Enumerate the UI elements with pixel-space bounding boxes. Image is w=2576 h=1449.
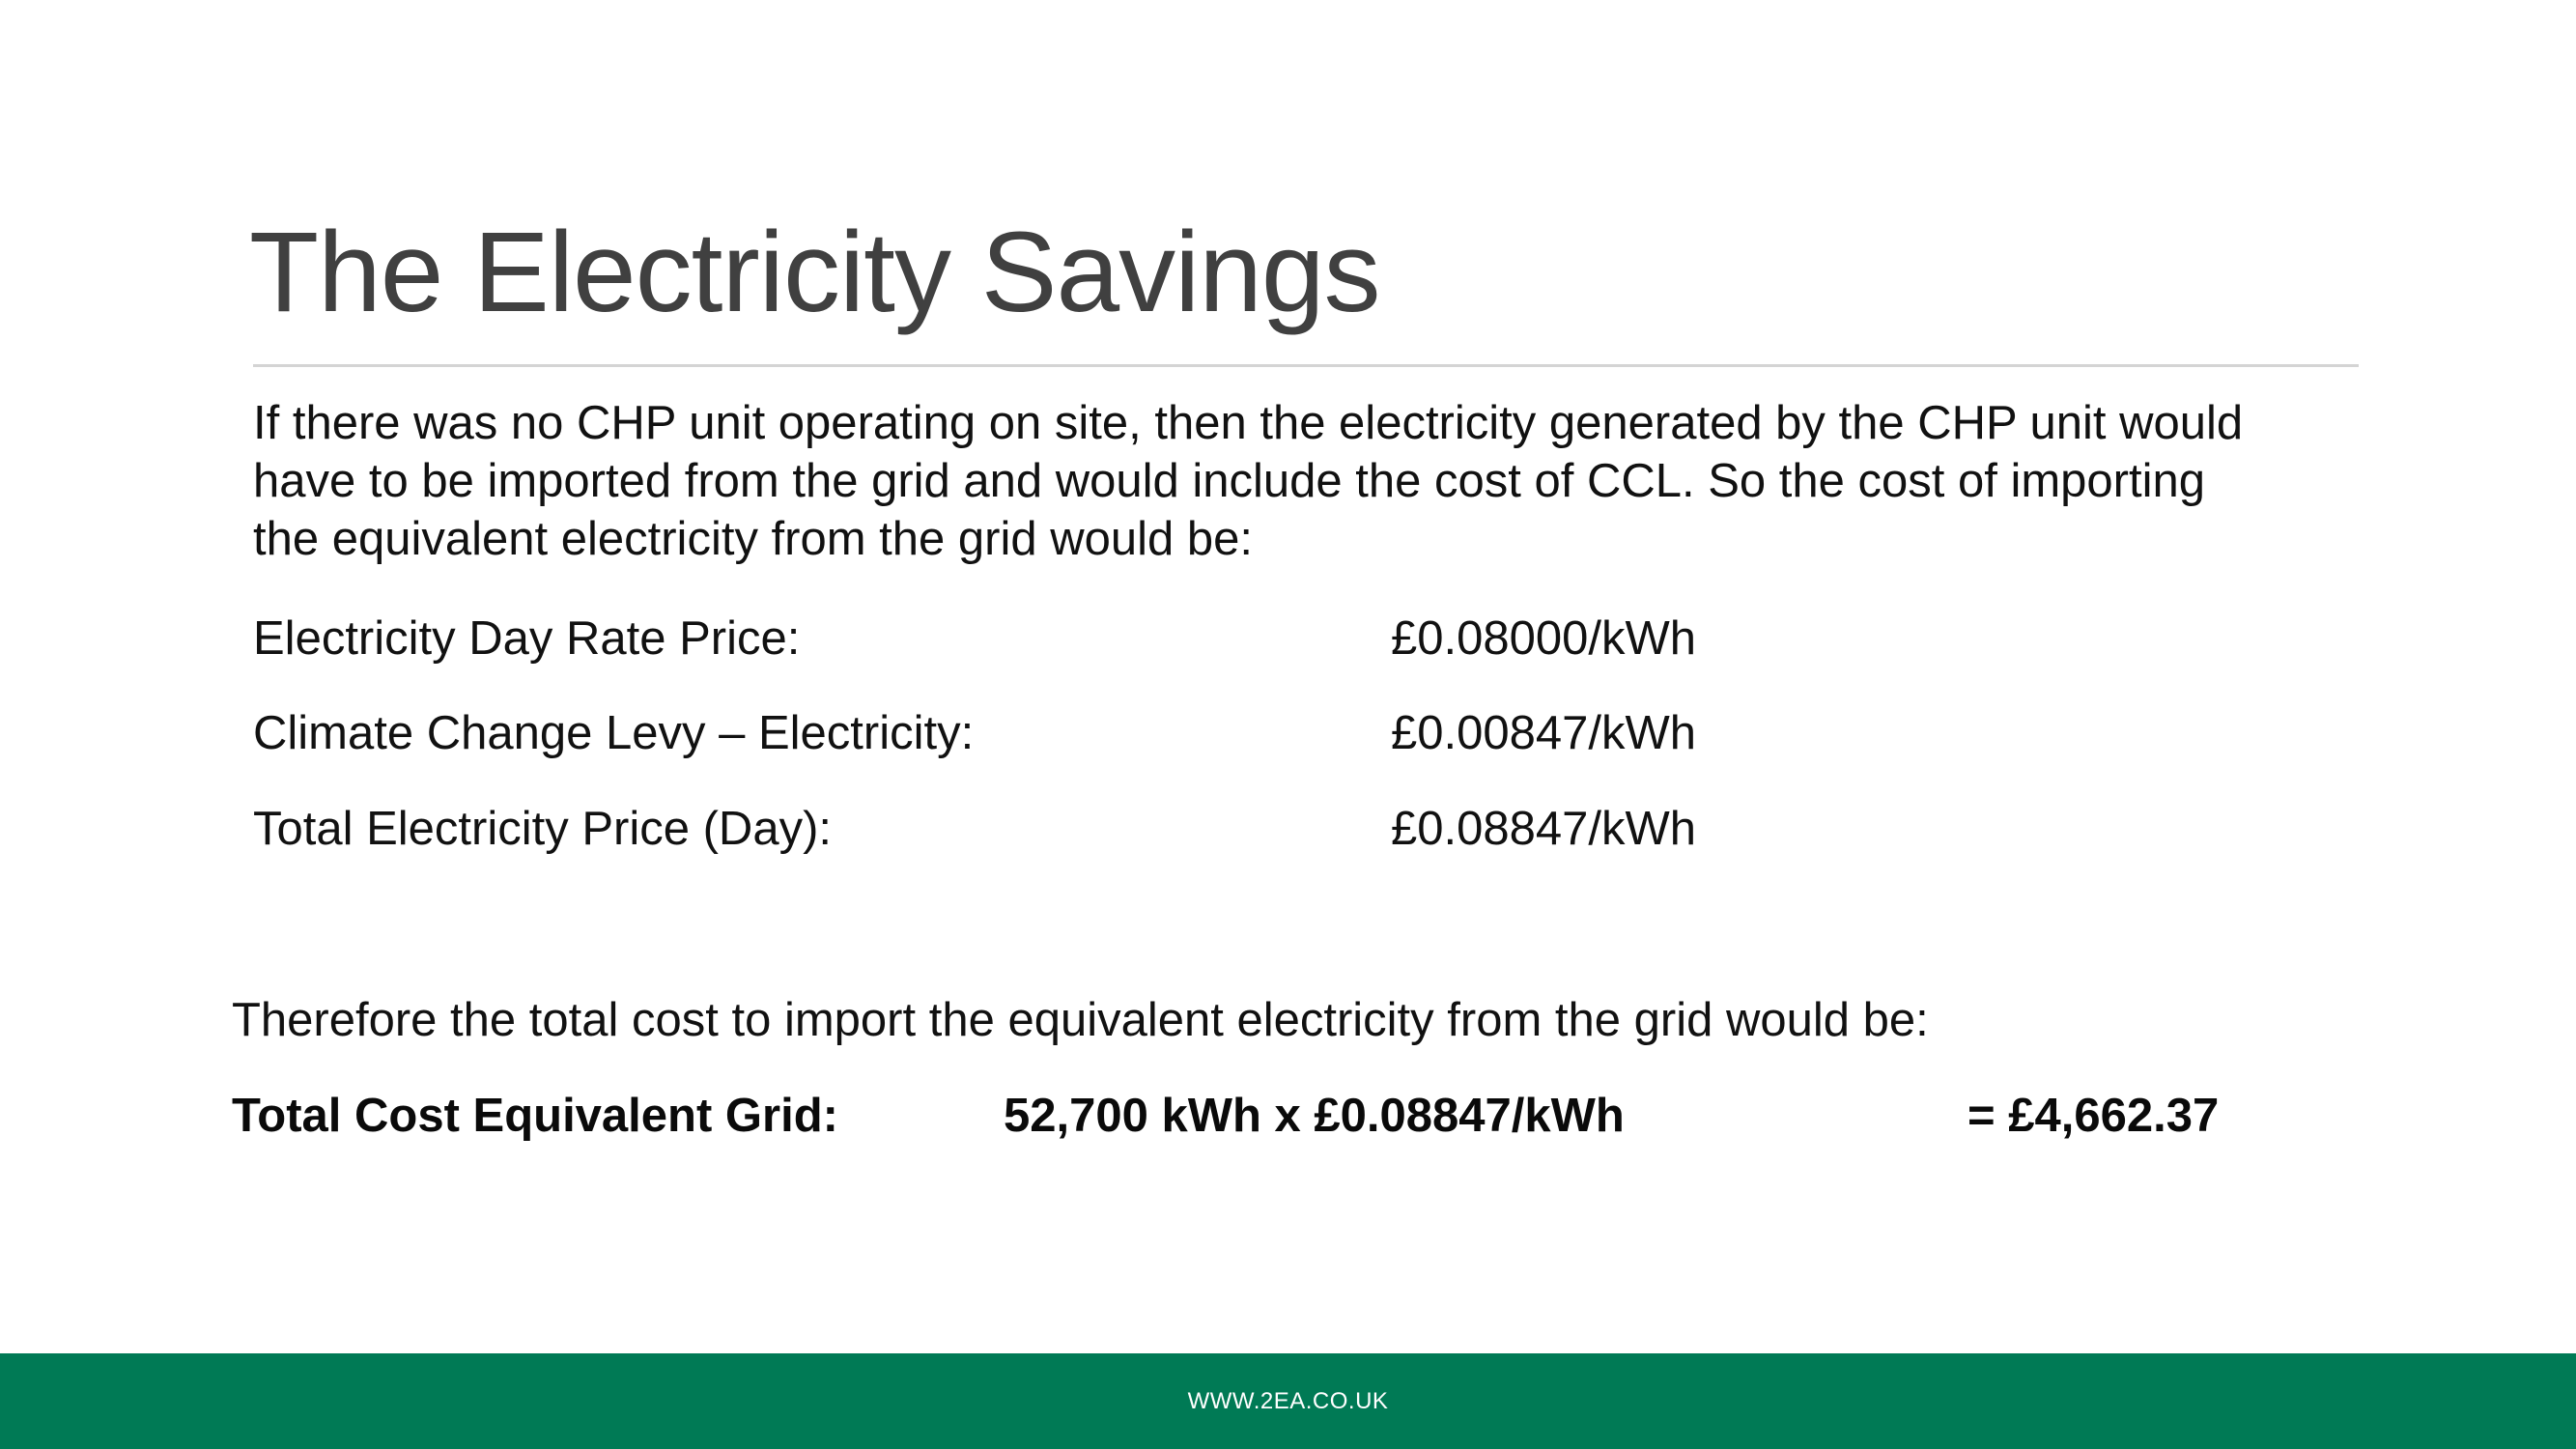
rate-value: £0.08000/kWh: [1391, 612, 1696, 665]
rate-label: Electricity Day Rate Price:: [253, 612, 801, 665]
page-title: The Electricity Savings: [249, 209, 1380, 336]
total-cost-row: [232, 1087, 2357, 1145]
rate-label: Climate Change Levy – Electricity:: [253, 707, 975, 759]
total-cost-calculation: 52,700 kWh x £0.08847/kWh: [1004, 1090, 1625, 1142]
rate-label: Total Electricity Price (Day):: [253, 803, 833, 855]
intro-line: If there was no CHP unit operating on site, then the electricity generated by the CHP unit would: [253, 397, 2244, 449]
footer-website-link[interactable]: WWW.2EA.CO.UK: [1187, 1388, 1389, 1414]
intro-paragraph: [253, 394, 2378, 568]
intro-line: have to be imported from the grid and would include the cost of CCL. So the cost of importing: [253, 455, 2205, 507]
therefore-statement: Therefore the total cost to import the equivalent electricity from the grid would be:: [232, 994, 1929, 1046]
title-divider: [253, 364, 2359, 367]
rate-value: £0.08847/kWh: [1391, 803, 1696, 855]
rate-row-day-rate: [253, 610, 1798, 668]
total-cost-label: Total Cost Equivalent Grid:: [232, 1090, 838, 1142]
footer-bar: [0, 1353, 2576, 1449]
rate-value: £0.00847/kWh: [1391, 707, 1696, 759]
total-cost-result: = £4,662.37: [1967, 1090, 2220, 1142]
rate-row-climate-change-levy: [253, 704, 1798, 762]
rate-row-total-price: [253, 800, 1798, 858]
intro-line: the equivalent electricity from the grid would be:: [253, 513, 1253, 565]
